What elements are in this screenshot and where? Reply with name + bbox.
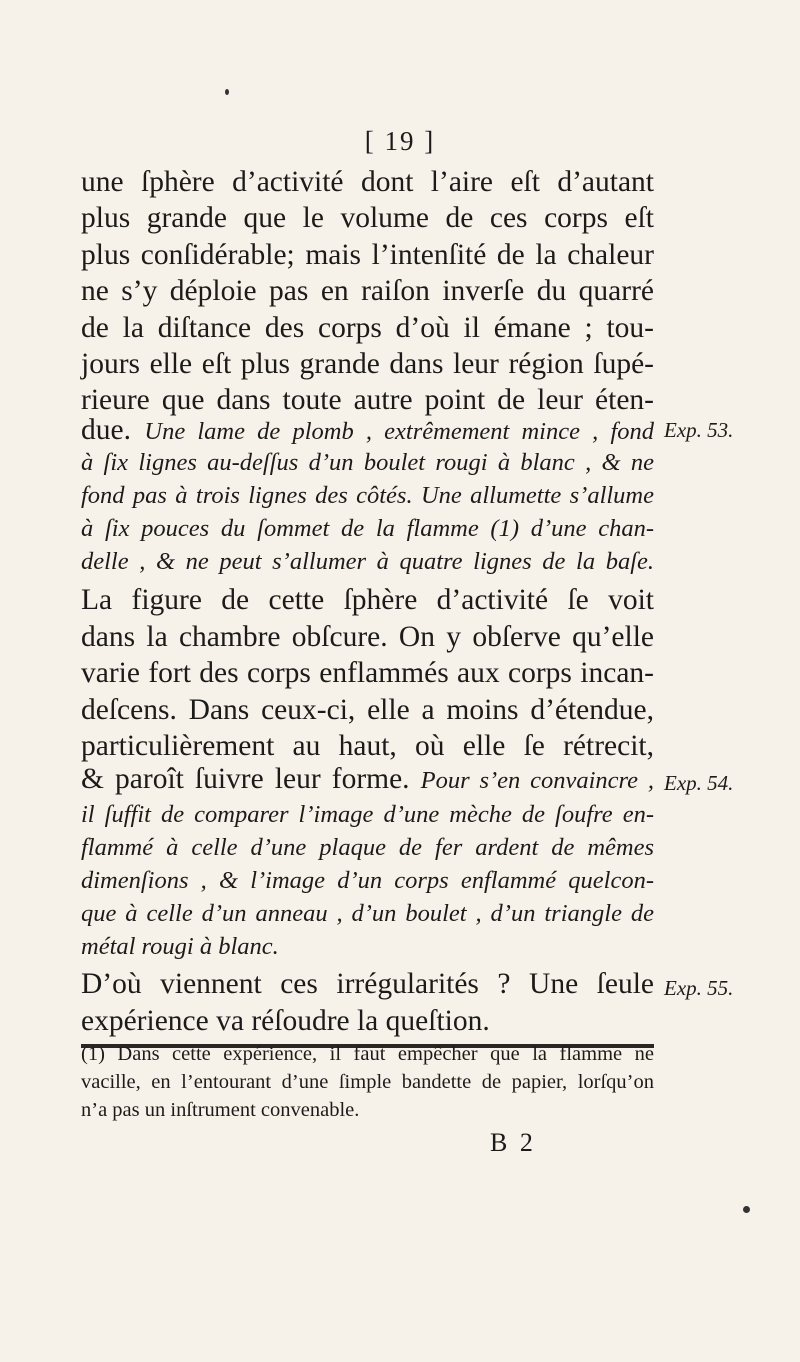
text-line <box>81 761 654 797</box>
ink-speck <box>743 1206 750 1213</box>
signature-mark: B 2 <box>490 1128 536 1157</box>
ink-speck <box>225 89 229 95</box>
text-line: dans la chambre obſcure. On y obſerve qu’elle <box>81 621 654 653</box>
italic-line: à ſix lignes au-deſſus d’un boulet rougi à blanc , & ne <box>81 449 654 476</box>
italic-line: que à celle d’un anneau , d’un boulet , d’un triangle de <box>81 900 654 927</box>
text-line: ne s’y déploie pas en raiſon inverſe du quarré <box>81 275 654 307</box>
italic-run: Une lame de plomb , extrêmement mince , fond <box>144 418 655 445</box>
text-line: plus grande que le volume de ces corps eſt <box>81 202 654 234</box>
italic-run: Pour s’en convaincre , <box>420 767 654 794</box>
text-line: expérience va réſoudre la queſtion. <box>81 1005 490 1037</box>
margin-note: Exp. 53. <box>664 418 734 442</box>
footnote-line: vacille, en l’entourant d’une ſimple bandette de papier, lorſqu’on <box>81 1071 654 1093</box>
footnote-line: (1) Dans cette expérience, il faut empêcher que la flamme ne <box>81 1043 654 1065</box>
italic-line: il ſuffit de comparer l’image d’une mèche de ſoufre en- <box>81 801 654 828</box>
text-line: D’où viennent ces irrégularités ? Une ſeule <box>81 968 654 1000</box>
page-number: [ 19 ] <box>364 126 436 156</box>
footnote-line: n’a pas un inſtrument convenable. <box>81 1099 360 1121</box>
text-line <box>81 412 654 448</box>
italic-line: dimenſions , & l’image d’un corps enflammé quelcon- <box>81 867 654 894</box>
italic-line: à ſix pouces du ſommet de la flamme (1) d’une chan- <box>81 515 654 542</box>
italic-line: flammé à celle d’une plaque de fer ardent de mêmes <box>81 834 654 861</box>
text-line: jours elle eſt plus grande dans leur région ſupé- <box>81 348 654 380</box>
italic-line: fond pas à trois lignes des côtés. Une allumette s’allume <box>81 482 654 509</box>
italic-line: delle , & ne peut s’allumer à quatre lignes de la baſe. <box>81 548 654 575</box>
text-line: plus conſidérable; mais l’intenſité de la chaleur <box>81 239 654 271</box>
text-line: de la diſtance des corps d’où il émane ; tou- <box>81 312 654 344</box>
margin-note: Exp. 54. <box>664 771 734 795</box>
margin-note: Exp. 55. <box>664 976 734 1000</box>
roman-run: due. <box>81 414 131 446</box>
text-line: varie fort des corps enflammés aux corps incan- <box>81 657 654 689</box>
text-line: une ſphère d’activité dont l’aire eſt d’autant <box>81 166 654 198</box>
text-line: rieure que dans toute autre point de leur éten- <box>81 384 654 416</box>
italic-line: métal rougi à blanc. <box>81 933 279 960</box>
roman-run: & paroît ſuivre leur forme. <box>81 763 410 795</box>
text-line: deſcens. Dans ceux-ci, elle a moins d’étendue, <box>81 694 654 726</box>
text-line: La figure de cette ſphère d’activité ſe voit <box>81 584 654 616</box>
text-line: particulièrement au haut, où elle ſe rétrecit, <box>81 730 654 762</box>
